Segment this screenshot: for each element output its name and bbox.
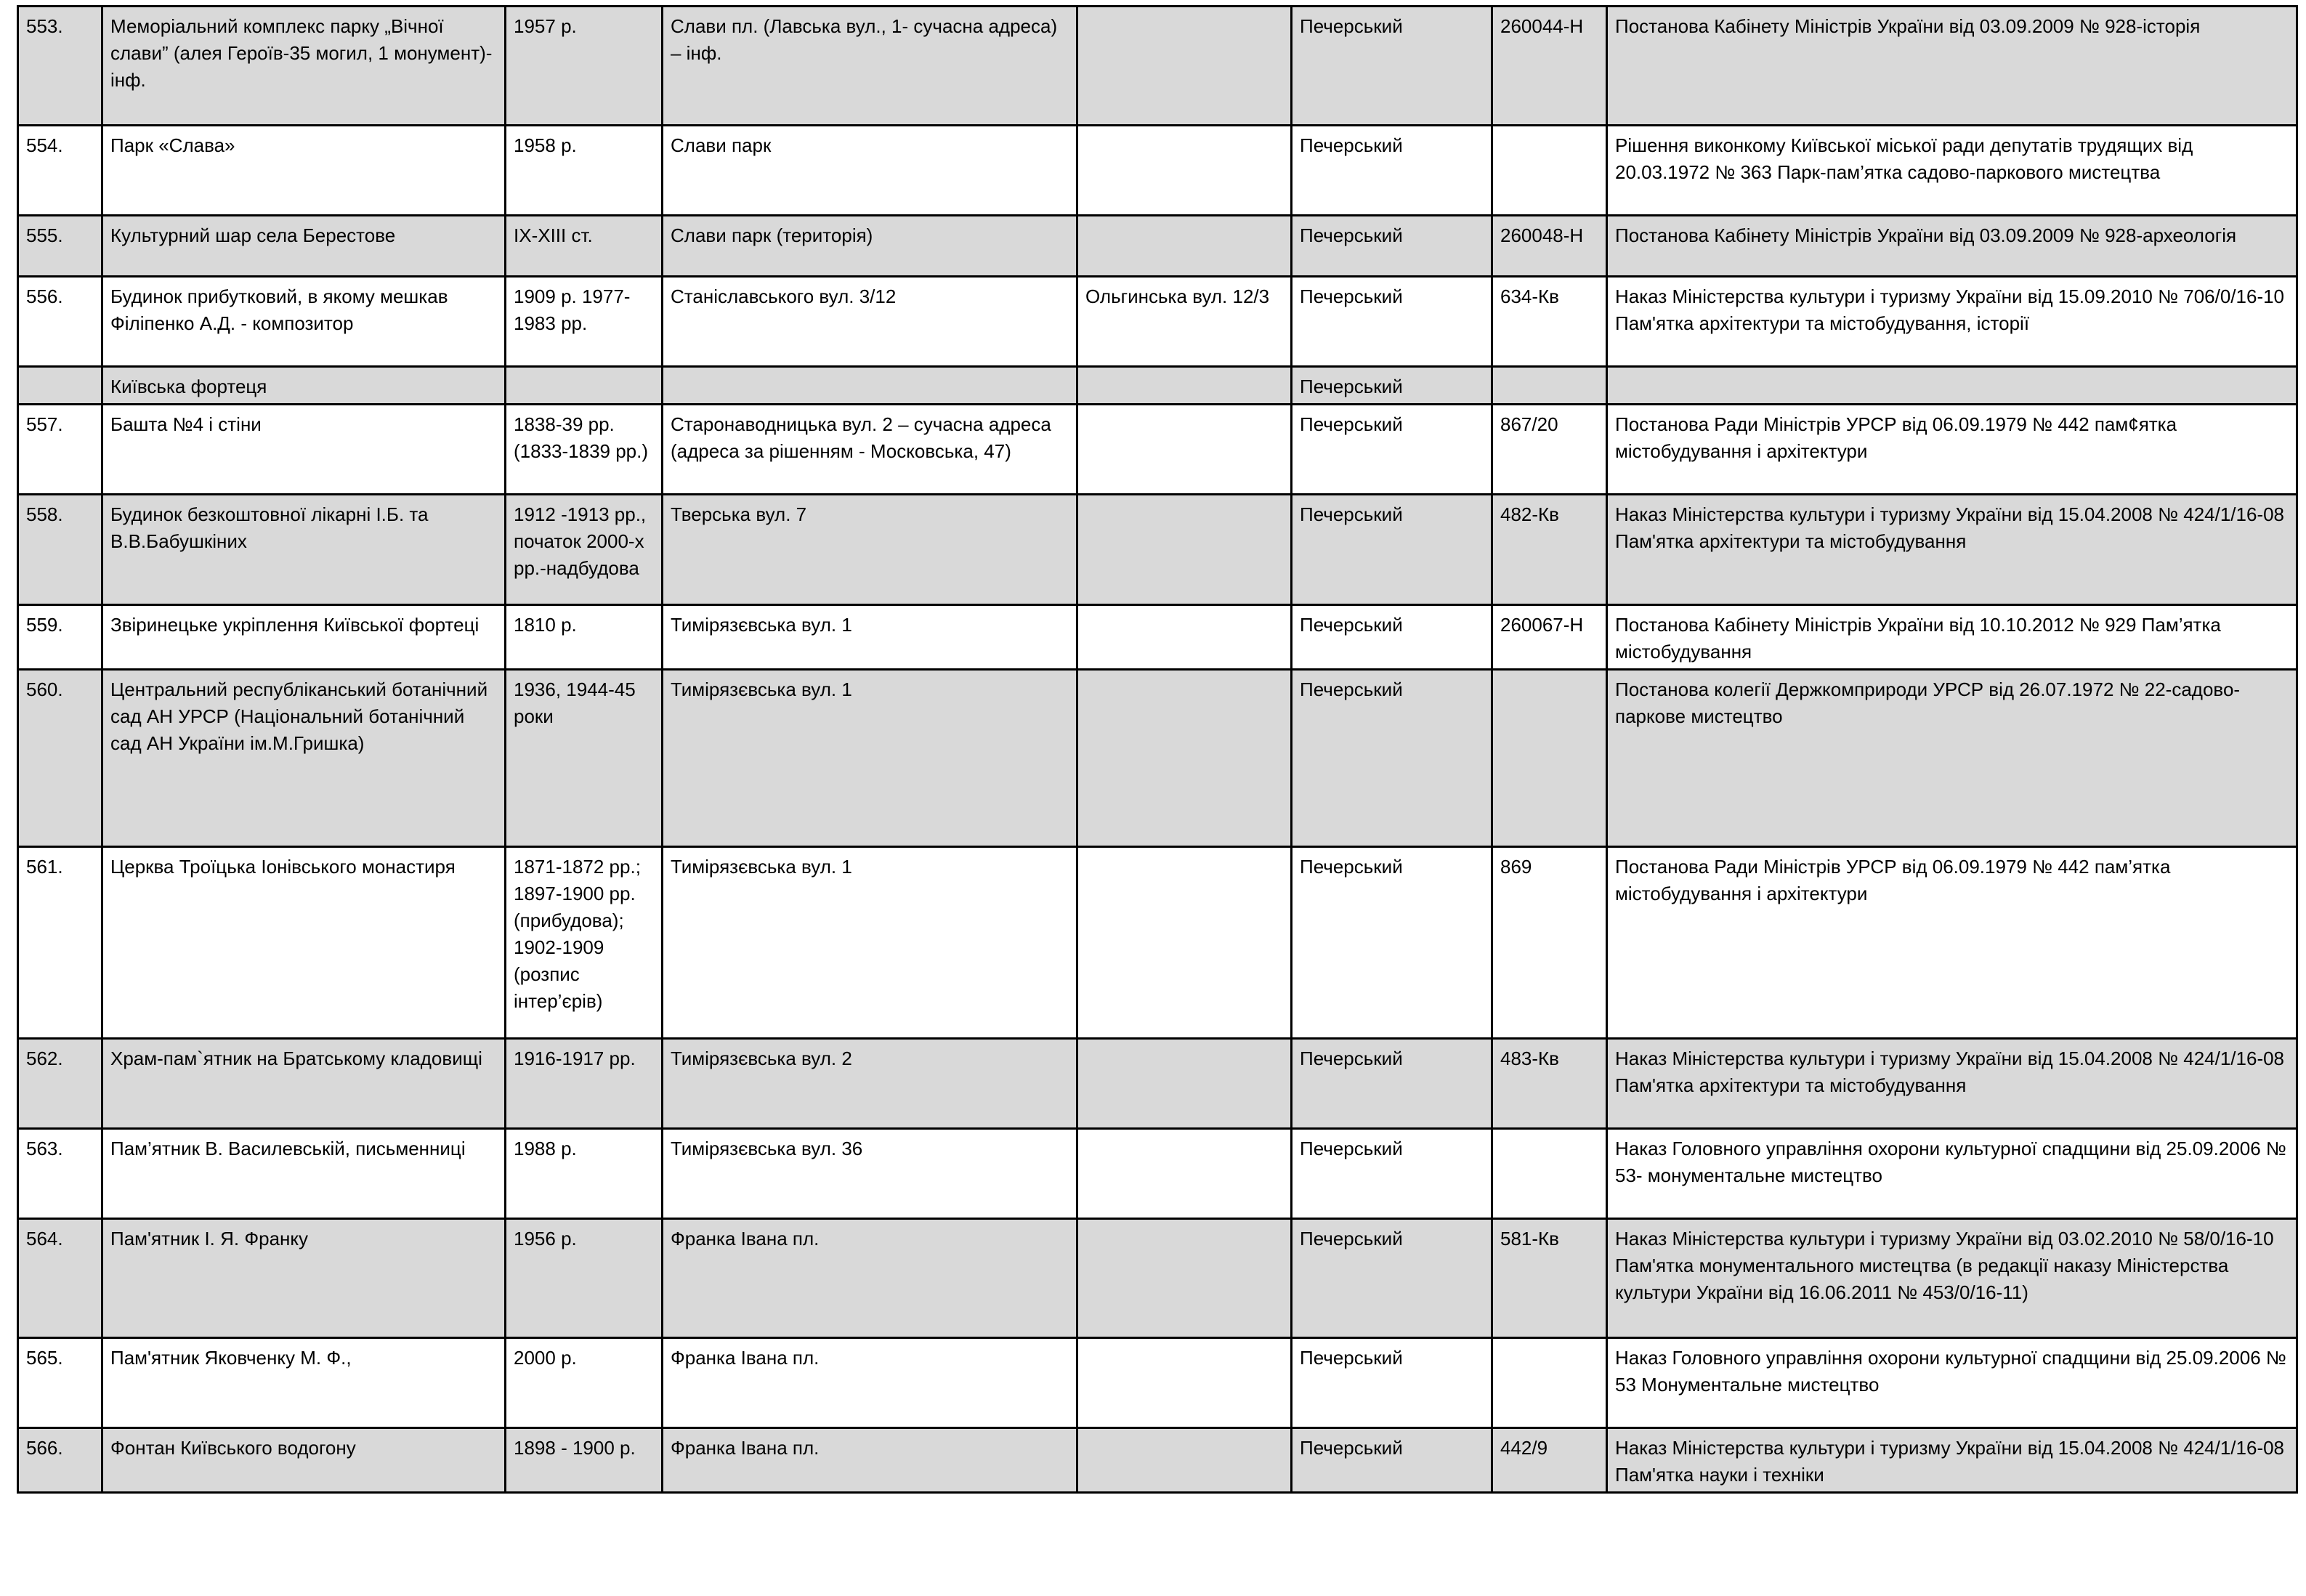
- row-number-cell: 561.: [18, 847, 102, 1039]
- object-name-cell: Звіринецьке укріплення Київської фортеці: [102, 605, 506, 670]
- object-address-cell: Слави пл. (Лавська вул., 1- сучасна адреса) – інф.: [663, 7, 1077, 126]
- protection-number-cell: 867/20: [1492, 405, 1607, 495]
- object-district-cell: Печерський: [1292, 1338, 1492, 1428]
- row-number-cell: 554.: [18, 126, 102, 216]
- object-alt-address-cell: [1077, 847, 1292, 1039]
- object-date-cell: 1957 р.: [506, 7, 663, 126]
- table-row: [18, 847, 2297, 1039]
- object-district-cell: Печерський: [1292, 1428, 1492, 1493]
- object-address-cell: Тимірязєвська вул. 1: [663, 605, 1077, 670]
- protection-number-cell: 581-Кв: [1492, 1219, 1607, 1338]
- table-row: [18, 277, 2297, 367]
- object-address-cell: Тимірязєвська вул. 2: [663, 1039, 1077, 1129]
- object-district-cell: Печерський: [1292, 495, 1492, 605]
- object-date-cell: 2000 р.: [506, 1338, 663, 1428]
- object-name-cell: Церква Троїцька Іонівського монастиря: [102, 847, 506, 1039]
- object-address-cell: Старонаводницька вул. 2 – сучасна адреса (адреса за рішенням - Московська, 47): [663, 405, 1077, 495]
- legal-document-cell: Постанова Ради Міністрів УРСР від 06.09.1979 № 442 пам¢ятка містобудування і архітектури: [1607, 405, 2297, 495]
- object-district-cell: Печерський: [1292, 405, 1492, 495]
- object-date-cell: 1936, 1944-45 роки: [506, 670, 663, 847]
- legal-document-cell: Наказ Міністерства культури і туризму України від 03.02.2010 № 58/0/16-10 Пам'ятка монументального мистецтва (в редакції наказу Міністерства культури України від 16.06.2011 № 453/0/16-11): [1607, 1219, 2297, 1338]
- table-row: [18, 216, 2297, 277]
- object-date-cell: 1912 -1913 рр., початок 2000-х рр.-надбудова: [506, 495, 663, 605]
- object-alt-address-cell: [1077, 605, 1292, 670]
- protection-number-cell: 260044-Н: [1492, 7, 1607, 126]
- object-name-cell: Пам'ятник Яковченку М. Ф.,: [102, 1338, 506, 1428]
- protection-number-cell: [1492, 1338, 1607, 1428]
- table-row: [18, 7, 2297, 126]
- object-alt-address-cell: [1077, 7, 1292, 126]
- object-alt-address-cell: [1077, 1338, 1292, 1428]
- row-number-cell: 565.: [18, 1338, 102, 1428]
- row-number-cell: 563.: [18, 1129, 102, 1219]
- object-name-cell: Храм-пам`ятник на Братському кладовищі: [102, 1039, 506, 1129]
- row-number-cell: 555.: [18, 216, 102, 277]
- object-district-cell: Печерський: [1292, 7, 1492, 126]
- object-address-cell: Станіславського вул. 3/12: [663, 277, 1077, 367]
- legal-document-cell: Постанова колегії Держкомприроди УРСР від 26.07.1972 № 22-садово- паркове мистецтво: [1607, 670, 2297, 847]
- object-date-cell: 1988 р.: [506, 1129, 663, 1219]
- row-number-cell: 557.: [18, 405, 102, 495]
- object-name-cell: Центральний республіканський ботанічний сад АН УРСР (Національний ботанічний сад АН України ім.М.Гришка): [102, 670, 506, 847]
- protection-number-cell: [1492, 670, 1607, 847]
- legal-document-cell: Постанова Кабінету Міністрів України від 10.10.2012 № 929 Пам’ятка містобудування: [1607, 605, 2297, 670]
- table-row: [18, 126, 2297, 216]
- table-row: [18, 1219, 2297, 1338]
- legal-document-cell: Рішення виконкому Київської міської ради депутатів трудящих від 20.03.1972 № 363 Парк-пам’ятка садово-паркового мистецтва: [1607, 126, 2297, 216]
- table-row: [18, 1428, 2297, 1493]
- object-name-cell: Пам’ятник В. Василевській, письменниці: [102, 1129, 506, 1219]
- table-row: [18, 1129, 2297, 1219]
- object-district-cell: Печерський: [1292, 1219, 1492, 1338]
- legal-document-cell: Наказ Міністерства культури і туризму України від 15.04.2008 № 424/1/16-08 Пам'ятка архітектури та містобудування: [1607, 1039, 2297, 1129]
- object-alt-address-cell: [1077, 216, 1292, 277]
- object-district-cell: Печерський: [1292, 847, 1492, 1039]
- object-date-cell: 1898 - 1900 р.: [506, 1428, 663, 1493]
- object-name-cell: Культурний шар села Берестове: [102, 216, 506, 277]
- object-address-cell: Тимірязєвська вул. 1: [663, 670, 1077, 847]
- row-number-cell: 553.: [18, 7, 102, 126]
- monuments-register-table: [17, 5, 2298, 1494]
- row-number-cell: 566.: [18, 1428, 102, 1493]
- register-body: [18, 7, 2297, 1493]
- object-name-cell: Башта №4 і стіни: [102, 405, 506, 495]
- legal-document-cell: Постанова Ради Міністрів УРСР від 06.09.1979 № 442 пам’ятка містобудування і архітектури: [1607, 847, 2297, 1039]
- row-number-cell: 560.: [18, 670, 102, 847]
- object-district-cell: Печерський: [1292, 605, 1492, 670]
- table-row: [18, 605, 2297, 670]
- object-name-cell: Будинок безкоштовної лікарні І.Б. та В.В.Бабушкіних: [102, 495, 506, 605]
- object-address-cell: Тверська вул. 7: [663, 495, 1077, 605]
- object-date-cell: IX-XIII ст.: [506, 216, 663, 277]
- table-row: [18, 495, 2297, 605]
- object-alt-address-cell: [1077, 670, 1292, 847]
- object-name-cell: Фонтан Київського водогону: [102, 1428, 506, 1493]
- object-name-cell: Парк «Слава»: [102, 126, 506, 216]
- protection-number-cell: [1492, 367, 1607, 405]
- object-address-cell: Тимірязєвська вул. 36: [663, 1129, 1077, 1219]
- object-date-cell: 1958 р.: [506, 126, 663, 216]
- table-row: [18, 1039, 2297, 1129]
- table-row: [18, 367, 2297, 405]
- object-alt-address-cell: [1077, 1219, 1292, 1338]
- row-number-cell: 558.: [18, 495, 102, 605]
- protection-number-cell: 634-Кв: [1492, 277, 1607, 367]
- object-district-cell: Печерський: [1292, 126, 1492, 216]
- object-district-cell: Печерський: [1292, 216, 1492, 277]
- protection-number-cell: 482-Кв: [1492, 495, 1607, 605]
- legal-document-cell: Постанова Кабінету Міністрів України від 03.09.2009 № 928-історія: [1607, 7, 2297, 126]
- object-date-cell: 1909 р. 1977-1983 рр.: [506, 277, 663, 367]
- legal-document-cell: Наказ Міністерства культури і туризму України від 15.04.2008 № 424/1/16-08 Пам'ятка архітектури та містобудування: [1607, 495, 2297, 605]
- object-address-cell: Тимірязєвська вул. 1: [663, 847, 1077, 1039]
- object-district-cell: Печерський: [1292, 367, 1492, 405]
- protection-number-cell: 483-Кв: [1492, 1039, 1607, 1129]
- legal-document-cell: Постанова Кабінету Міністрів України від 03.09.2009 № 928-археологія: [1607, 216, 2297, 277]
- object-name-cell: Будинок прибутковий, в якому мешкав Філіпенко А.Д. - композитор: [102, 277, 506, 367]
- object-address-cell: Слави парк: [663, 126, 1077, 216]
- object-alt-address-cell: [1077, 1039, 1292, 1129]
- object-district-cell: Печерський: [1292, 1129, 1492, 1219]
- object-date-cell: 1916-1917 рр.: [506, 1039, 663, 1129]
- protection-number-cell: 260067-Н: [1492, 605, 1607, 670]
- legal-document-cell: Наказ Міністерства культури і туризму України від 15.09.2010 № 706/0/16-10 Пам'ятка архітектури та містобудування, історії: [1607, 277, 2297, 367]
- object-name-cell: Київська фортеця: [102, 367, 506, 405]
- object-date-cell: 1956 р.: [506, 1219, 663, 1338]
- row-number-cell: [18, 367, 102, 405]
- object-district-cell: Печерський: [1292, 670, 1492, 847]
- object-date-cell: 1810 р.: [506, 605, 663, 670]
- object-alt-address-cell: [1077, 495, 1292, 605]
- row-number-cell: 562.: [18, 1039, 102, 1129]
- object-alt-address-cell: [1077, 1428, 1292, 1493]
- object-address-cell: Франка Івана пл.: [663, 1338, 1077, 1428]
- protection-number-cell: [1492, 1129, 1607, 1219]
- object-name-cell: Меморіальний комплекс парку „Вічної слави” (алея Героїв-35 могил, 1 монумент)-інф.: [102, 7, 506, 126]
- object-address-cell: [663, 367, 1077, 405]
- protection-number-cell: 260048-Н: [1492, 216, 1607, 277]
- object-address-cell: Слави парк (територія): [663, 216, 1077, 277]
- table-row: [18, 1338, 2297, 1428]
- object-alt-address-cell: [1077, 1129, 1292, 1219]
- object-district-cell: Печерський: [1292, 1039, 1492, 1129]
- table-row: [18, 405, 2297, 495]
- protection-number-cell: 869: [1492, 847, 1607, 1039]
- object-address-cell: Франка Івана пл.: [663, 1219, 1077, 1338]
- object-district-cell: Печерський: [1292, 277, 1492, 367]
- object-alt-address-cell: [1077, 367, 1292, 405]
- protection-number-cell: 442/9: [1492, 1428, 1607, 1493]
- legal-document-cell: Наказ Міністерства культури і туризму України від 15.04.2008 № 424/1/16-08 Пам'ятка науки і техніки: [1607, 1428, 2297, 1493]
- table-row: [18, 670, 2297, 847]
- object-alt-address-cell: [1077, 405, 1292, 495]
- object-name-cell: Пам'ятник І. Я. Франку: [102, 1219, 506, 1338]
- row-number-cell: 556.: [18, 277, 102, 367]
- object-date-cell: [506, 367, 663, 405]
- protection-number-cell: [1492, 126, 1607, 216]
- row-number-cell: 559.: [18, 605, 102, 670]
- object-date-cell: 1871-1872 рр.; 1897-1900 рр. (прибудова); 1902-1909 (розпис інтер’єрів): [506, 847, 663, 1039]
- object-alt-address-cell: [1077, 126, 1292, 216]
- object-alt-address-cell: Ольгинська вул. 12/3: [1077, 277, 1292, 367]
- legal-document-cell: Наказ Головного управління охорони культурної спадщини від 25.09.2006 № 53 Монументальне мистецтво: [1607, 1338, 2297, 1428]
- object-date-cell: 1838-39 рр. (1833-1839 рр.): [506, 405, 663, 495]
- object-address-cell: Франка Івана пл.: [663, 1428, 1077, 1493]
- legal-document-cell: Наказ Головного управління охорони культурної спадщини від 25.09.2006 № 53- монументальне мистецтво: [1607, 1129, 2297, 1219]
- row-number-cell: 564.: [18, 1219, 102, 1338]
- legal-document-cell: [1607, 367, 2297, 405]
